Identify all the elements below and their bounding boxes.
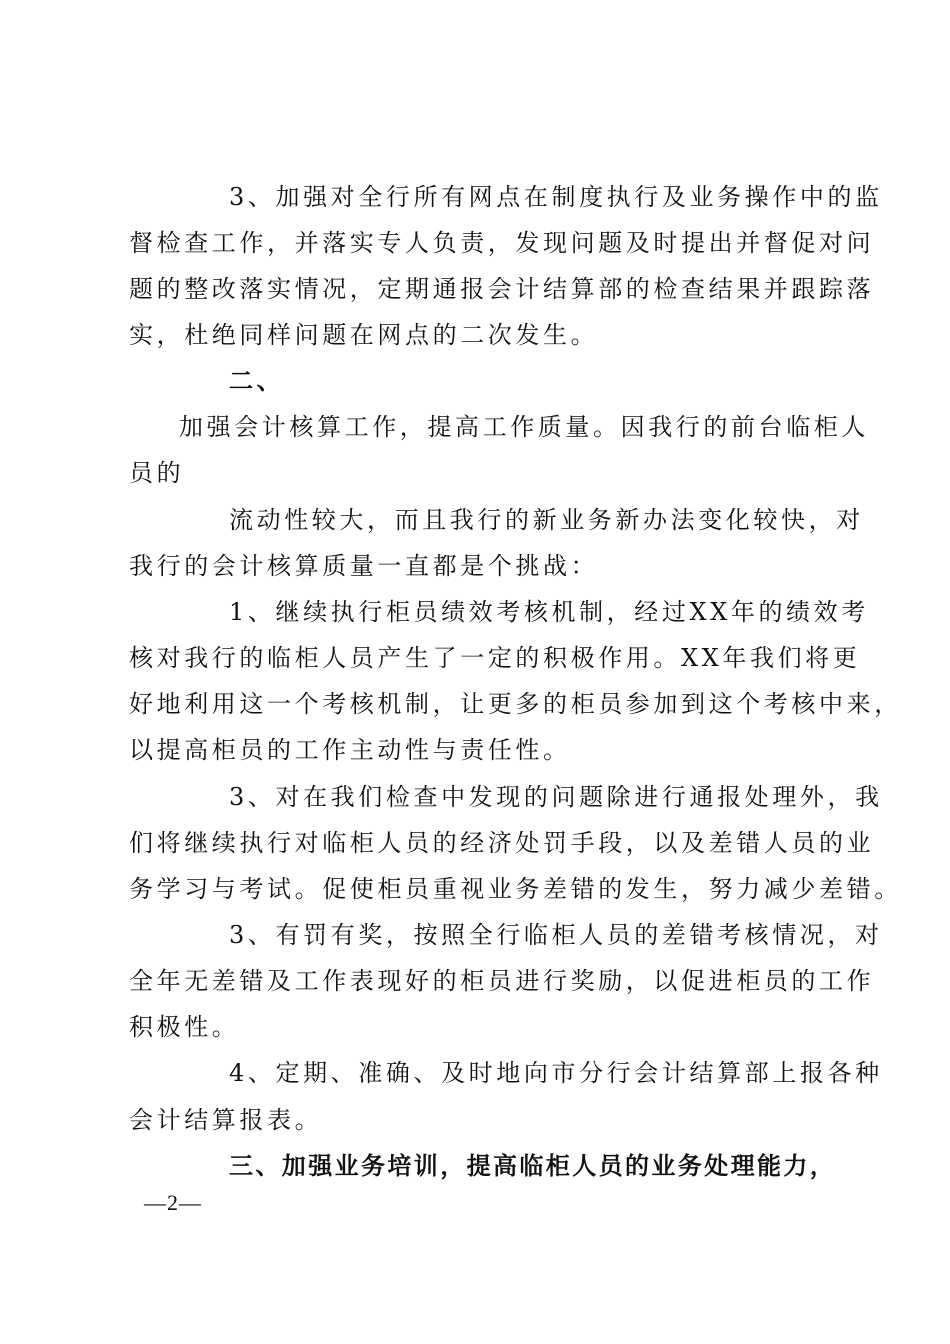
paragraph-line: 以提高柜员的工作主动性与责任性。	[129, 736, 571, 764]
paragraph-line: 督检查工作，并落实专人负责，发现问题及时提出并督促对问	[129, 229, 875, 257]
section-heading: 三、加强业务培训，提高临柜人员的业务处理能力，	[229, 1152, 837, 1180]
paragraph-line: 题的整改落实情况，定期通报会计结算部的检查结果并跟踪落	[129, 275, 875, 303]
paragraph-line: 加强会计核算工作，提高工作质量。因我行的前台临柜人	[179, 413, 869, 441]
page-number: —2—	[144, 1190, 202, 1215]
paragraph-line: 好地利用这一个考核机制，让更多的柜员参加到这个考核中来，	[129, 690, 902, 718]
paragraph-line: 全年无差错及工作表现好的柜员进行奖励，以促进柜员的工作	[129, 967, 875, 995]
paragraph-line: 3、加强对全行所有网点在制度执行及业务操作中的监	[229, 183, 883, 211]
paragraph-line: 我行的会计核算质量一直都是个挑战：	[129, 552, 599, 580]
paragraph-line: 1、继续执行柜员绩效考核机制，经过XX年的绩效考	[229, 598, 869, 626]
paragraph-line: 实，杜绝同样问题在网点的二次发生。	[129, 321, 599, 349]
paragraph-line: 核对我行的临柜人员产生了一定的积极作用。XX年我们将更	[129, 644, 861, 672]
paragraph-line: 会计结算报表。	[129, 1106, 323, 1134]
paragraph-line: 务学习与考试。促使柜员重视业务差错的发生，努力减少差错。	[129, 875, 902, 903]
paragraph-line: 4、定期、准确、及时地向市分行会计结算部上报各种	[229, 1059, 883, 1087]
paragraph-line: 流动性较大，而且我行的新业务新办法变化较快，对	[229, 506, 864, 534]
paragraph-line: 员的	[129, 459, 185, 487]
paragraph-line: 积极性。	[129, 1013, 240, 1041]
section-heading: 二、	[229, 366, 285, 395]
paragraph-line: 3、有罚有奖，按照全行临柜人员的差错考核情况，对	[229, 921, 883, 949]
paragraph-line: 们将继续执行对临柜人员的经济处罚手段，以及差错人员的业	[129, 829, 875, 857]
paragraph-line: 3、对在我们检查中发现的问题除进行通报处理外，我	[229, 783, 883, 811]
